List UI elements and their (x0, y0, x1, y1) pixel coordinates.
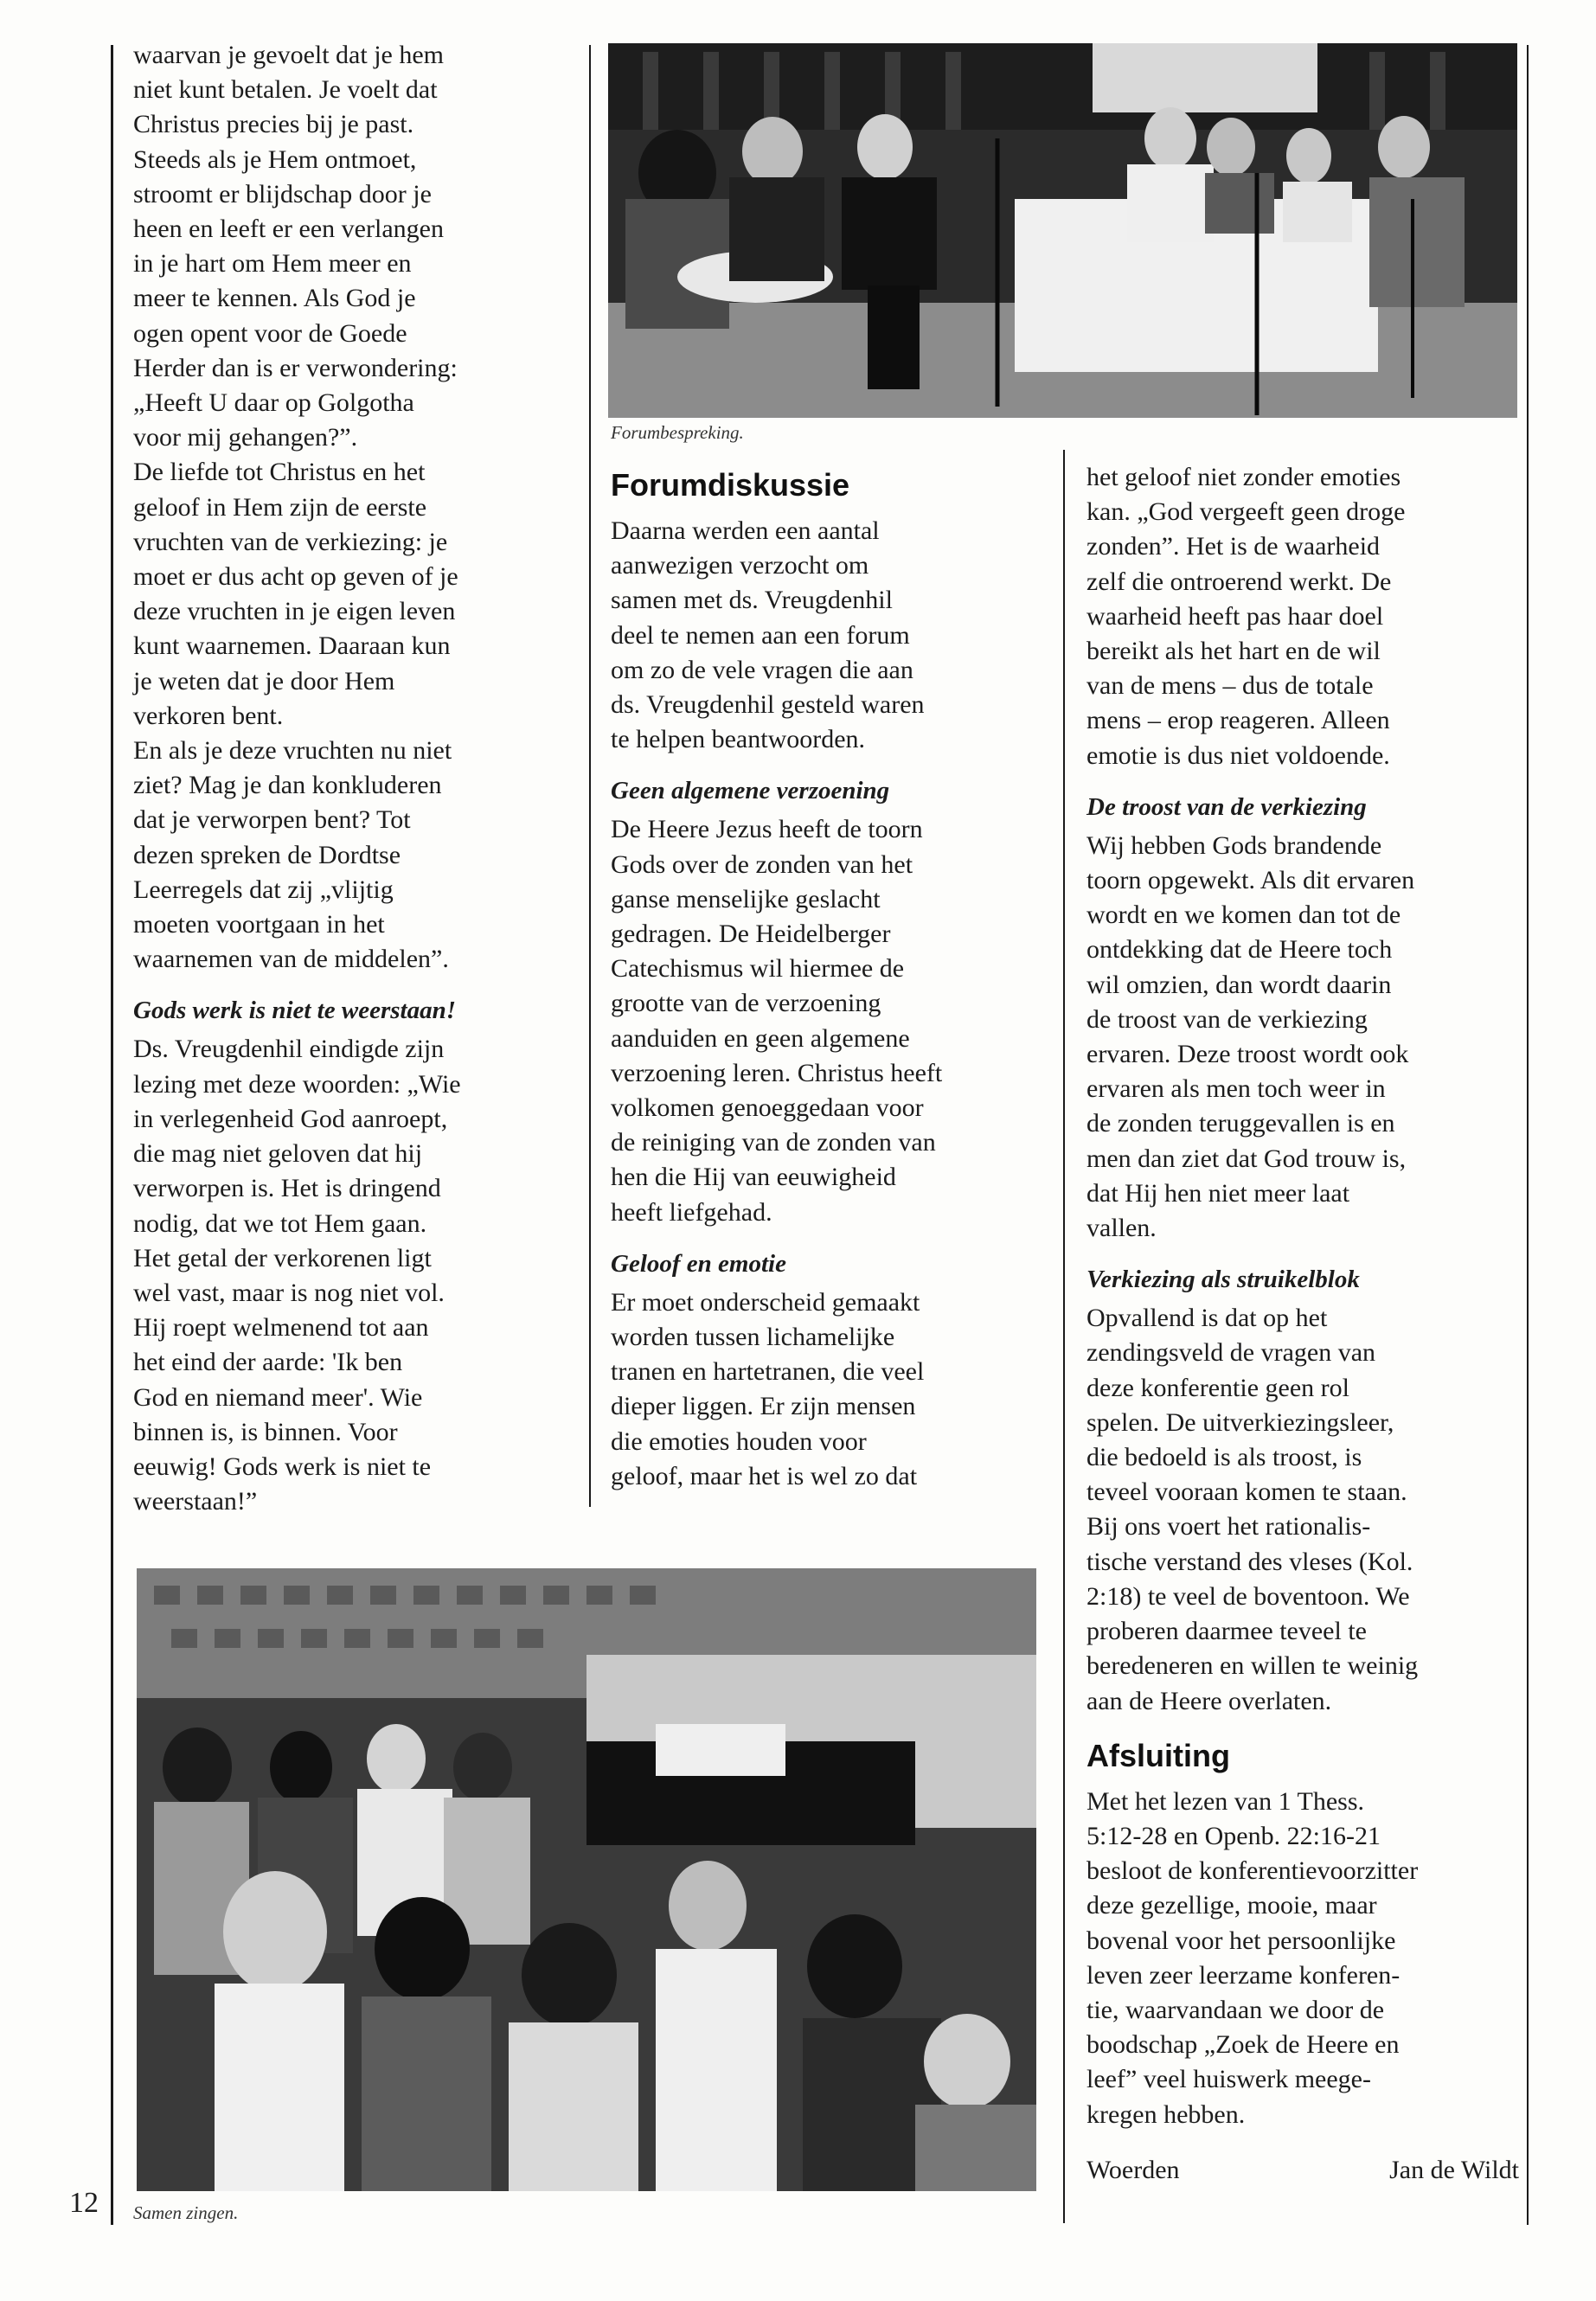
text-line: kunt waarnemen. Daaraan kun (133, 631, 451, 661)
text-line: aan de Heere overlaten. (1086, 1686, 1332, 1715)
text-line: Opvallend is dat op het (1086, 1304, 1328, 1333)
text-line: dat je verworpen bent? Tot (133, 805, 411, 835)
text-line: volkomen genoeggedaan voor (611, 1093, 924, 1123)
text-line: God en niemand meer'. Wie (133, 1382, 423, 1412)
text-line: ds. Vreugdenhil gesteld waren (611, 690, 925, 720)
text-line: 5:12-28 en Openb. 22:16-21 (1086, 1821, 1381, 1850)
text-line: wordt en we komen dan tot de (1086, 901, 1401, 930)
col2-intro (611, 514, 1048, 757)
col2-body1 (611, 812, 1048, 1229)
text-line: hen die Hij van eeuwigheid (611, 1163, 896, 1192)
col1-intro (133, 38, 566, 977)
column-2 (611, 467, 1048, 1494)
subheading-verkiezing-als-struikelblok: Verkiezing als struikelblok (1086, 1266, 1360, 1294)
text-line: de troost van de verkiezing (1086, 1004, 1368, 1034)
subheading-gods-werk: Gods werk is niet te weerstaan! (133, 997, 456, 1025)
text-line: in je hart om Hem meer en (133, 249, 412, 279)
singing-photo-illustration (137, 1568, 1036, 2191)
text-line: zendingsveld de vragen van (1086, 1338, 1376, 1368)
text-line: De Heere Jezus heeft de toorn (611, 815, 923, 844)
section-title-forumdiskussie: Forumdiskussie (611, 467, 850, 503)
text-line: „Heeft U daar op Golgotha (133, 388, 414, 418)
text-line: aanduiden en geen algemene (611, 1023, 910, 1053)
text-line: voor mij gehangen?”. (133, 423, 358, 452)
text-line: vruchten van de verkiezing: je (133, 527, 448, 556)
text-line: toorn opgewekt. Als dit ervaren (1086, 866, 1415, 895)
text-line: Gods over de zonden van het (611, 849, 913, 879)
text-line: leven zeer leerzame konferen- (1086, 1960, 1401, 1990)
text-line: waarnemen van de middelen”. (133, 945, 449, 974)
forum-photo-illustration (608, 43, 1517, 418)
text-line: de reiniging van de zonden van (611, 1128, 936, 1157)
text-line: wil omzien, dan wordt daarin (1086, 970, 1392, 999)
signature (1086, 2153, 1519, 2188)
text-line: zelf die ontroerend werkt. De (1086, 567, 1392, 596)
col2-body2 (611, 1285, 1048, 1494)
text-line: zonden”. Het is de waarheid (1086, 532, 1381, 561)
text-line: Het getal der verkorenen ligt (133, 1243, 432, 1272)
text-line: moeten voortgaan in het (133, 910, 385, 939)
column-rule-far-right (1527, 45, 1529, 2225)
text-line: het eind der aarde: 'Ik ben (133, 1348, 403, 1377)
text-line: bovenal voor het persoonlijke (1086, 1926, 1396, 1955)
text-line: om zo de vele vragen die aan (611, 655, 913, 684)
col3-body1 (1086, 829, 1519, 1246)
text-line: dieper liggen. Er zijn mensen (611, 1392, 916, 1421)
text-line: verzoening leren. Christus heeft (611, 1058, 943, 1087)
text-line: de zonden teruggevallen is en (1086, 1109, 1395, 1138)
subheading-troost-van-de-verkiezing: De troost van de verkiezing (1086, 792, 1367, 821)
text-line: bereikt als het hart en de wil (1086, 637, 1381, 666)
text-line: nodig, dat we tot Hem gaan. (133, 1208, 427, 1238)
photo-singing-together (137, 1568, 1036, 2191)
text-line: samen met ds. Vreugdenhil (611, 586, 893, 615)
text-line: Christus precies bij je past. (133, 110, 414, 139)
text-line: Leerregels dat zij „vlijtig (133, 875, 394, 904)
text-line: vallen. (1086, 1214, 1157, 1243)
caption-forum-photo: Forumbespreking. (611, 422, 744, 443)
text-line: heeft liefgehad. (611, 1197, 772, 1227)
text-line: gedragen. De Heidelberger (611, 920, 891, 949)
text-line: kregen hebben. (1086, 2099, 1246, 2129)
text-line: Met het lezen van 1 Thess. (1086, 1786, 1365, 1816)
page-number: 12 (69, 2187, 99, 2219)
column-rule-right (1063, 450, 1065, 2223)
col3-body3 (1086, 1785, 1519, 2132)
text-line: Herder dan is er verwondering: (133, 353, 458, 382)
text-line: ganse menselijke geslacht (611, 884, 881, 913)
text-line: te helpen beantwoorden. (611, 725, 866, 754)
text-line: En als je deze vruchten nu niet (133, 736, 452, 766)
text-line: boodschap „Zoek de Heere en (1086, 2030, 1400, 2060)
text-line: deel te nemen aan een forum (611, 620, 910, 650)
text-line: stroomt er blijdschap door je (133, 179, 432, 208)
text-line: dat Hij hen niet meer laat (1086, 1178, 1350, 1208)
text-line: dezen spreken de Dordtse (133, 840, 401, 869)
text-line: weerstaan!” (133, 1487, 258, 1516)
text-line: Daarna werden een aantal (611, 516, 880, 545)
col3-body2 (1086, 1301, 1519, 1718)
text-line: die mag niet geloven dat hij (133, 1139, 423, 1169)
text-line: die emoties houden voor (611, 1426, 867, 1456)
text-line: geloof in Hem zijn de eerste (133, 492, 427, 522)
text-line: beredeneren en willen te weinig (1086, 1651, 1419, 1681)
column-rule-left (111, 45, 113, 2225)
text-line: 2:18) te veel de boventoon. We (1086, 1581, 1410, 1611)
text-line: proberen daarmee teveel te (1086, 1617, 1367, 1646)
text-line: eeuwig! Gods werk is niet te (133, 1452, 432, 1481)
text-line: verkoren bent. (133, 701, 284, 730)
text-line: niet kunt betalen. Je voelt dat (133, 75, 438, 105)
text-line: deze konferentie geen rol (1086, 1373, 1349, 1402)
text-line: deze vruchten in je eigen leven (133, 597, 456, 626)
text-line: ontdekking dat de Heere toch (1086, 935, 1393, 965)
text-line: worden tussen lichamelijke (611, 1323, 895, 1352)
text-line: tische verstand des vleses (Kol. (1086, 1547, 1413, 1576)
text-line: verworpen is. Het is dringend (133, 1174, 441, 1203)
text-line: binnen is, is binnen. Voor (133, 1417, 398, 1446)
text-line: deze gezellige, mooie, maar (1086, 1891, 1377, 1920)
text-line: ervaren. Deze troost wordt ook (1086, 1040, 1409, 1069)
text-line: men dan ziet dat God trouw is, (1086, 1144, 1407, 1173)
text-line: Er moet onderscheid gemaakt (611, 1287, 920, 1317)
text-line: je weten dat je door Hem (133, 666, 395, 695)
text-line: geloof, maar het is wel zo dat (611, 1461, 918, 1490)
subheading-geloof-en-emotie: Geloof en emotie (611, 1249, 786, 1278)
signature-author: Jan de Wildt (1389, 2155, 1519, 2184)
text-line: spelen. De uitverkiezingsleer, (1086, 1407, 1394, 1437)
text-line: waarheid heeft pas haar doel (1086, 601, 1384, 631)
text-line: wel vast, maar is nog niet vol. (133, 1278, 445, 1307)
text-line: emotie is dus niet voldoende. (1086, 740, 1390, 770)
text-line: De liefde tot Christus en het (133, 458, 426, 487)
text-line: Hij roept welmenend tot aan (133, 1313, 429, 1343)
text-line: van de mens – dus de totale (1086, 671, 1374, 701)
text-line: lezing met deze woorden: „Wie (133, 1069, 461, 1099)
text-line: die bedoeld is als troost, is (1086, 1443, 1362, 1472)
text-line: heen en leeft er een verlangen (133, 215, 444, 244)
text-line: ervaren als men toch weer in (1086, 1074, 1386, 1104)
text-line: Wij hebben Gods brandende (1086, 830, 1382, 860)
text-line: Bij ons voert het rationalis- (1086, 1512, 1371, 1541)
text-line: grootte van de verzoening (611, 989, 881, 1018)
text-line: tranen en hartetranen, die veel (611, 1357, 925, 1387)
text-line: Ds. Vreugdenhil eindigde zijn (133, 1035, 445, 1064)
col3-intro (1086, 460, 1519, 773)
text-line: waarvan je gevoelt dat je hem (133, 41, 445, 69)
photo-forum-discussion (608, 43, 1517, 418)
signature-place: Woerden (1086, 2155, 1180, 2184)
column-rule-mid (589, 45, 591, 1507)
text-line: Catechismus wil hiermee de (611, 954, 905, 984)
column-1 (133, 38, 566, 1519)
caption-singing-photo: Samen zingen. (133, 2202, 239, 2223)
text-line: moet er dus acht op geven of je (133, 562, 458, 592)
section-title-afsluiting: Afsluiting (1086, 1737, 1230, 1773)
text-line: teveel vooraan komen te staan. (1086, 1477, 1407, 1507)
text-line: het geloof niet zonder emoties (1086, 463, 1401, 491)
text-line: ogen opent voor de Goede (133, 318, 407, 348)
text-line: meer te kennen. Als God je (133, 284, 416, 313)
column-3 (1086, 460, 1519, 2188)
text-line: kan. „God vergeeft geen droge (1086, 497, 1406, 527)
text-line: mens – erop reageren. Alleen (1086, 706, 1390, 735)
text-line: leef” veel huiswerk meege- (1086, 2065, 1371, 2094)
text-line: in verlegenheid God aanroept, (133, 1104, 448, 1133)
text-line: aanwezigen verzocht om (611, 551, 869, 580)
text-line: Steeds als je Hem ontmoet, (133, 144, 417, 174)
text-line: besloot de konferentievoorzitter (1086, 1856, 1419, 1886)
text-line: tie, waarvandaan we door de (1086, 1995, 1385, 2024)
subheading-geen-algemene-verzoening: Geen algemene verzoening (611, 777, 890, 805)
text-line: ziet? Mag je dan konkluderen (133, 771, 442, 800)
col1-body (133, 1032, 566, 1519)
